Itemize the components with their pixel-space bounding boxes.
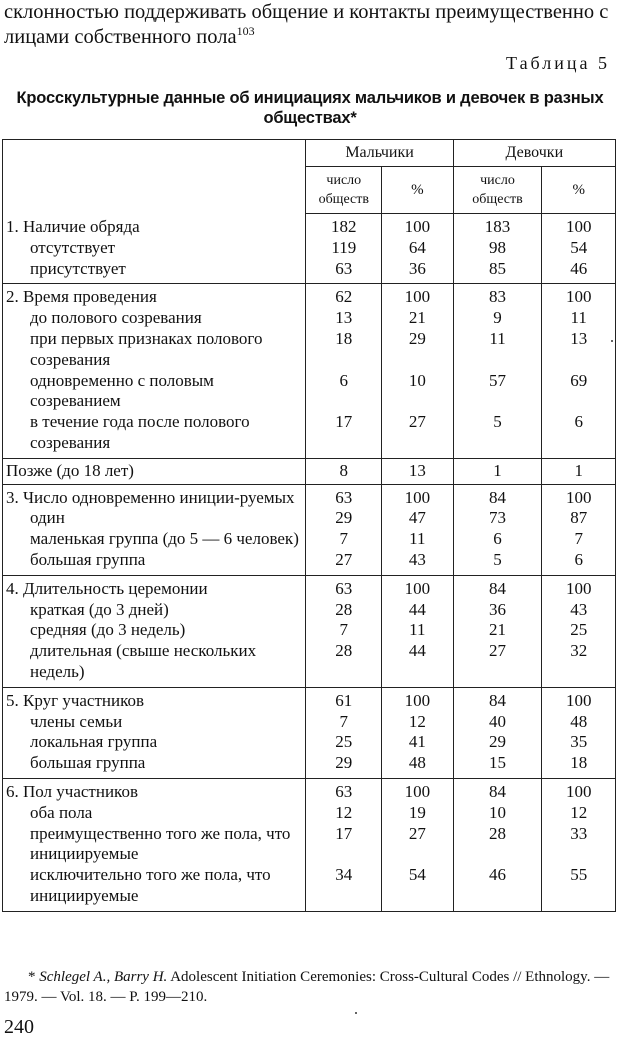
boys-percent-cell: 100	[382, 778, 454, 802]
row-label: 5. Круг участников	[3, 687, 306, 711]
girls-count-cell: 84	[453, 484, 542, 508]
row-label: преимущественно того же пола, что инициируемые	[3, 824, 306, 866]
row-label: при первых признаках полового созревания	[3, 329, 306, 371]
boys-percent-cell: 10	[382, 371, 454, 413]
girls-percent-cell: 35	[542, 732, 616, 753]
girls-count-cell: 6	[453, 529, 542, 550]
girls-percent-cell: 11	[542, 308, 616, 329]
table-row	[3, 308, 616, 329]
girls-count-cell: 27	[453, 641, 542, 687]
page-number: 240	[4, 1016, 34, 1038]
caption-line-1: Кросскультурные данные об инициациях мальчиков и девочек в разных	[16, 89, 604, 107]
scan-dot	[355, 1012, 357, 1014]
boys-count-cell: 63	[306, 484, 382, 508]
girls-count-cell: 28	[453, 824, 542, 866]
boys-count-cell: 62	[306, 284, 382, 308]
girls-percent-cell: 13	[542, 329, 616, 371]
girls-count-cell: 21	[453, 620, 542, 641]
girls-percent-cell: 69	[542, 371, 616, 413]
girls-percent-cell: 33	[542, 824, 616, 866]
boys-count-cell: 8	[306, 458, 382, 484]
header-girls: Девочки	[453, 140, 615, 167]
table-row	[3, 753, 616, 778]
row-label: 3. Число одновременно иниции-руемых	[3, 484, 306, 508]
girls-percent-cell: 100	[542, 284, 616, 308]
row-label: локальная группа	[3, 732, 306, 753]
girls-count-cell: 46	[453, 865, 542, 911]
table-row	[3, 238, 616, 259]
boys-count-cell: 63	[306, 778, 382, 802]
girls-percent-cell: 100	[542, 484, 616, 508]
girls-count-cell: 40	[453, 712, 542, 733]
table-row	[3, 600, 616, 621]
boys-percent-cell: 27	[382, 412, 454, 458]
row-label: отсутствует	[3, 238, 306, 259]
table-row	[3, 620, 616, 641]
boys-count-cell: 61	[306, 687, 382, 711]
girls-count-cell: 84	[453, 575, 542, 599]
girls-percent-cell: 100	[542, 575, 616, 599]
boys-percent-cell: 13	[382, 458, 454, 484]
boys-percent-cell: 12	[382, 712, 454, 733]
girls-percent-cell: 12	[542, 803, 616, 824]
table-row	[3, 508, 616, 529]
table-section	[3, 214, 616, 284]
girls-percent-cell: 100	[542, 687, 616, 711]
row-label: маленькая группа (до 5 — 6 человек)	[3, 529, 306, 550]
girls-count-cell: 83	[453, 284, 542, 308]
header-boys: Мальчики	[306, 140, 453, 167]
girls-percent-cell: 18	[542, 753, 616, 778]
girls-count-cell: 29	[453, 732, 542, 753]
table-row	[3, 550, 616, 575]
row-label: большая группа	[3, 753, 306, 778]
boys-count-cell: 29	[306, 753, 382, 778]
girls-percent-cell: 100	[542, 214, 616, 238]
row-label: Позже (до 18 лет)	[3, 458, 306, 484]
girls-percent-cell: 25	[542, 620, 616, 641]
girls-count-cell: 10	[453, 803, 542, 824]
boys-count-cell: 18	[306, 329, 382, 371]
boys-count-cell: 28	[306, 641, 382, 687]
table-caption	[0, 88, 620, 128]
boys-count-cell: 119	[306, 238, 382, 259]
table-section-heading-row	[3, 484, 616, 508]
girls-percent-cell: 1	[542, 458, 616, 484]
footnote-reference: 103	[236, 24, 255, 38]
girls-percent-cell: 55	[542, 865, 616, 911]
boys-percent-cell: 47	[382, 508, 454, 529]
girls-percent-cell: 7	[542, 529, 616, 550]
girls-count-cell: 5	[453, 550, 542, 575]
header-boys-percent: %	[382, 167, 454, 214]
boys-count-cell: 182	[306, 214, 382, 238]
girls-count-cell: 57	[453, 371, 542, 413]
girls-count-cell: 85	[453, 259, 542, 284]
header-girls-count: число обществ	[453, 167, 542, 214]
boys-percent-cell: 43	[382, 550, 454, 575]
row-label: исключительно того же пола, что инициируемые	[3, 865, 306, 911]
row-label: 4. Длительность церемонии	[3, 575, 306, 599]
girls-percent-cell: 32	[542, 641, 616, 687]
boys-count-cell: 63	[306, 259, 382, 284]
girls-count-cell: 1	[453, 458, 542, 484]
table-row	[3, 529, 616, 550]
row-label: члены семьи	[3, 712, 306, 733]
boys-percent-cell: 36	[382, 259, 454, 284]
table-section-heading-row	[3, 778, 616, 802]
boys-count-cell: 28	[306, 600, 382, 621]
row-label: длительная (свыше нескольких недель)	[3, 641, 306, 687]
table-row	[3, 259, 616, 284]
boys-percent-cell: 100	[382, 284, 454, 308]
table-row	[3, 641, 616, 687]
row-label: один	[3, 508, 306, 529]
row-label: до полового созревания	[3, 308, 306, 329]
boys-percent-cell: 64	[382, 238, 454, 259]
girls-count-cell: 183	[453, 214, 542, 238]
header-empty-cell	[3, 140, 306, 214]
girls-percent-cell: 43	[542, 600, 616, 621]
boys-count-cell: 13	[306, 308, 382, 329]
table-section	[3, 484, 616, 575]
table-row	[3, 371, 616, 413]
boys-percent-cell: 41	[382, 732, 454, 753]
table-section	[3, 687, 616, 778]
boys-percent-cell: 27	[382, 824, 454, 866]
row-label: средняя (до 3 недель)	[3, 620, 306, 641]
boys-count-cell: 17	[306, 412, 382, 458]
boys-percent-cell: 100	[382, 214, 454, 238]
girls-percent-cell: 54	[542, 238, 616, 259]
row-label: 2. Время проведения	[3, 284, 306, 308]
table-section-heading-row	[3, 458, 616, 484]
girls-percent-cell: 48	[542, 712, 616, 733]
row-label: 1. Наличие обряда	[3, 214, 306, 238]
row-label: большая группа	[3, 550, 306, 575]
table-section-heading-row	[3, 575, 616, 599]
table-section	[3, 575, 616, 687]
girls-count-cell: 98	[453, 238, 542, 259]
table-row	[3, 824, 616, 866]
boys-percent-cell: 44	[382, 600, 454, 621]
table-section-heading-row	[3, 284, 616, 308]
girls-percent-cell: 100	[542, 778, 616, 802]
boys-count-cell: 17	[306, 824, 382, 866]
girls-count-cell: 9	[453, 308, 542, 329]
girls-percent-cell: 87	[542, 508, 616, 529]
boys-percent-cell: 100	[382, 575, 454, 599]
table-section	[3, 458, 616, 484]
footnote-text: * Schlegel A., Barry H. Adolescent Initiation Ceremonies: Cross-Cultural Codes // Ethnology. — 1979. — Vol. 18. — P. 199—210.	[4, 969, 610, 1005]
boys-percent-cell: 44	[382, 641, 454, 687]
boys-percent-cell: 29	[382, 329, 454, 371]
boys-count-cell: 12	[306, 803, 382, 824]
table-row	[3, 803, 616, 824]
table-section-heading-row	[3, 214, 616, 238]
boys-count-cell: 63	[306, 575, 382, 599]
intro-text: склонностью поддерживать общение и контакты преимущественно с лицами собственного пола	[4, 1, 609, 48]
table-row	[3, 865, 616, 911]
girls-count-cell: 11	[453, 329, 542, 371]
boys-percent-cell: 48	[382, 753, 454, 778]
table-row	[3, 329, 616, 371]
header-girls-percent: %	[542, 167, 616, 214]
table-header	[3, 140, 616, 214]
boys-count-cell: 25	[306, 732, 382, 753]
boys-count-cell: 7	[306, 620, 382, 641]
table-row	[3, 712, 616, 733]
girls-count-cell: 36	[453, 600, 542, 621]
boys-count-cell: 27	[306, 550, 382, 575]
caption-line-2: обществах*	[263, 109, 357, 127]
boys-percent-cell: 11	[382, 529, 454, 550]
boys-percent-cell: 54	[382, 865, 454, 911]
boys-percent-cell: 100	[382, 687, 454, 711]
row-label: оба пола	[3, 803, 306, 824]
footnote-authors: Schlegel A., Barry H.	[39, 969, 168, 985]
boys-percent-cell: 100	[382, 484, 454, 508]
girls-count-cell: 73	[453, 508, 542, 529]
boys-count-cell: 34	[306, 865, 382, 911]
footnote	[4, 967, 616, 1007]
boys-count-cell: 7	[306, 712, 382, 733]
girls-count-cell: 5	[453, 412, 542, 458]
girls-percent-cell: 46	[542, 259, 616, 284]
row-label: краткая (до 3 дней)	[3, 600, 306, 621]
initiation-data-table	[2, 139, 616, 912]
table-number-label: Таблица 5	[506, 53, 610, 73]
boys-percent-cell: 21	[382, 308, 454, 329]
row-label: одновременно с половым созреванием	[3, 371, 306, 413]
header-boys-count: число обществ	[306, 167, 382, 214]
table-section-heading-row	[3, 687, 616, 711]
boys-percent-cell: 19	[382, 803, 454, 824]
girls-count-cell: 15	[453, 753, 542, 778]
girls-percent-cell: 6	[542, 550, 616, 575]
intro-paragraph	[4, 0, 614, 50]
row-label: 6. Пол участников	[3, 778, 306, 802]
table-row	[3, 412, 616, 458]
table-row	[3, 732, 616, 753]
boys-count-cell: 29	[306, 508, 382, 529]
girls-count-cell: 84	[453, 778, 542, 802]
scan-dot	[611, 340, 613, 342]
row-label: в течение года после полового созревания	[3, 412, 306, 458]
boys-count-cell: 6	[306, 371, 382, 413]
table-section	[3, 778, 616, 911]
boys-count-cell: 7	[306, 529, 382, 550]
girls-percent-cell: 6	[542, 412, 616, 458]
boys-percent-cell: 11	[382, 620, 454, 641]
row-label: присутствует	[3, 259, 306, 284]
girls-count-cell: 84	[453, 687, 542, 711]
table-section	[3, 284, 616, 458]
